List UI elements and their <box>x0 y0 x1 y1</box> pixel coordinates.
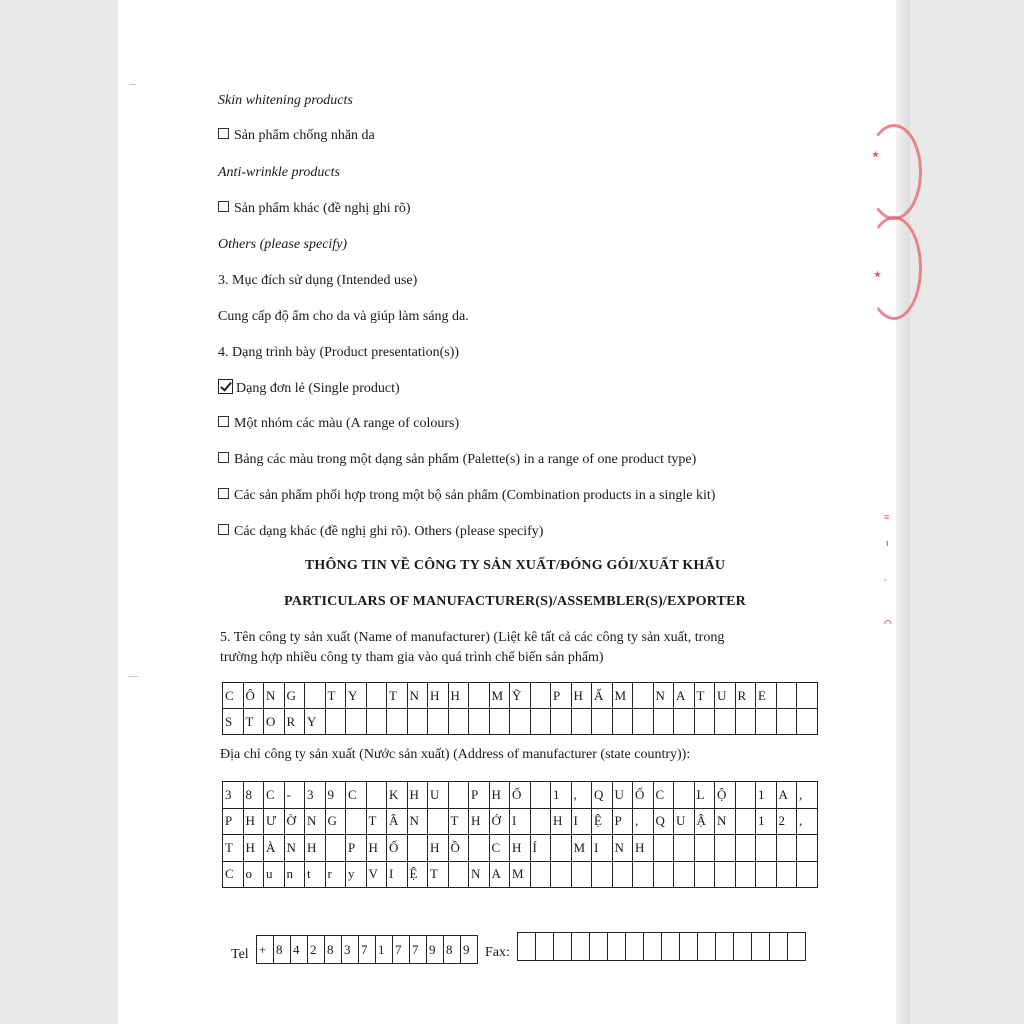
address-cell[interactable]: À <box>264 835 285 862</box>
manufacturer-label-line1: 5. Tên công ty sản xuất (Name of manufacturer) (Liệt kê tất cả các công ty sản xuất, trong <box>220 630 725 645</box>
address-cell[interactable]: A <box>777 782 798 809</box>
manufacturer-label-line2: trường hợp nhiều công ty tham gia vào quá trình chế biến sản phẩm) <box>220 650 604 665</box>
address-cell[interactable]: M <box>510 862 531 889</box>
address-cell[interactable] <box>715 835 736 862</box>
tel-label: Tel <box>231 947 249 962</box>
manufacturer-name-cell[interactable] <box>326 709 347 735</box>
address-cell[interactable]: A <box>490 862 511 889</box>
tel-digit-cell[interactable]: + <box>257 936 274 964</box>
address-cell[interactable]: 3 <box>223 782 244 809</box>
checkbox-empty-icon[interactable] <box>218 201 229 212</box>
manufacturer-name-cell[interactable] <box>633 709 654 735</box>
stamp-fragment-icon: ı <box>886 538 889 548</box>
address-cell[interactable] <box>695 862 716 889</box>
checkbox-empty-icon[interactable] <box>218 128 229 139</box>
address-cell[interactable]: H <box>510 835 531 862</box>
address-cell[interactable]: H <box>244 809 265 836</box>
tel-digit-cell[interactable]: 8 <box>325 936 342 964</box>
text-skin-whitening: Skin whitening products <box>218 93 353 108</box>
address-cell[interactable]: N <box>305 809 326 836</box>
manufacturer-name-cell[interactable]: U <box>715 683 736 709</box>
fax-digit-cell[interactable] <box>518 933 536 961</box>
address-cell[interactable]: U <box>428 782 449 809</box>
address-cell[interactable] <box>346 809 367 836</box>
manufacturer-name-cell[interactable] <box>346 709 367 735</box>
option-palette[interactable] <box>218 451 696 469</box>
address-grid[interactable] <box>222 781 818 888</box>
manufacturer-name-cell[interactable]: P <box>551 683 572 709</box>
manufacturer-name-cell[interactable] <box>469 683 490 709</box>
fax-digit-cell[interactable] <box>734 933 752 961</box>
fax-digit-cell[interactable] <box>770 933 788 961</box>
fax-digit-cell[interactable] <box>716 933 734 961</box>
manufacturer-name-cell[interactable]: O <box>264 709 285 735</box>
manufacturer-name-cell[interactable]: N <box>408 683 429 709</box>
address-cell[interactable] <box>736 835 757 862</box>
address-cell[interactable]: y <box>346 862 367 889</box>
tel-field[interactable] <box>256 935 478 964</box>
address-cell[interactable] <box>777 835 798 862</box>
address-cell[interactable] <box>449 862 470 889</box>
manufacturer-name-cell[interactable] <box>797 683 818 709</box>
fax-label: Fax: <box>485 945 510 960</box>
fax-digit-cell[interactable] <box>572 933 590 961</box>
manufacturer-name-cell[interactable] <box>305 683 326 709</box>
address-cell[interactable]: 3 <box>305 782 326 809</box>
option-range-colours[interactable] <box>218 415 459 433</box>
manufacturer-name-cell[interactable]: C <box>223 683 244 709</box>
address-cell[interactable] <box>756 835 777 862</box>
manufacturer-name-cell[interactable]: T <box>326 683 347 709</box>
address-cell[interactable]: K <box>387 782 408 809</box>
manufacturer-name-cell[interactable]: T <box>695 683 716 709</box>
address-cell[interactable] <box>777 862 798 889</box>
address-cell[interactable] <box>367 782 388 809</box>
option-others[interactable] <box>218 200 411 218</box>
manufacturer-name-cell[interactable] <box>490 709 511 735</box>
address-cell[interactable]: H <box>633 835 654 862</box>
address-cell[interactable]: Q <box>654 809 675 836</box>
text-others: Others (please specify) <box>218 237 348 252</box>
option-label: Dạng đơn lẻ (Single product) <box>236 381 400 396</box>
fax-digit-cell[interactable] <box>590 933 608 961</box>
address-cell[interactable]: V <box>367 862 388 889</box>
address-cell[interactable]: Ệ <box>408 862 429 889</box>
address-cell[interactable]: I <box>572 809 593 836</box>
address-cell[interactable] <box>654 835 675 862</box>
address-cell[interactable] <box>408 835 429 862</box>
fax-digit-cell[interactable] <box>608 933 626 961</box>
address-cell[interactable]: 1 <box>756 809 777 836</box>
manufacturer-name-cell[interactable]: M <box>613 683 634 709</box>
manufacturer-name-cell[interactable]: H <box>428 683 449 709</box>
option-label: Bảng các màu trong một dạng sản phẩm (Palette(s) in a range of one product type) <box>234 452 697 467</box>
tel-digit-cell[interactable]: 8 <box>274 936 291 964</box>
address-cell[interactable]: L <box>695 782 716 809</box>
address-cell[interactable]: , <box>797 782 818 809</box>
tel-digit-cell[interactable]: 8 <box>444 936 461 964</box>
manufacturer-name-cell[interactable] <box>633 683 654 709</box>
address-cell[interactable]: I <box>592 835 613 862</box>
checkbox-empty-icon[interactable] <box>218 452 229 463</box>
address-cell[interactable]: H <box>428 835 449 862</box>
address-cell[interactable]: P <box>469 782 490 809</box>
address-cell[interactable]: H <box>469 809 490 836</box>
manufacturer-name-cell[interactable] <box>551 709 572 735</box>
address-cell[interactable]: N <box>715 809 736 836</box>
address-cell[interactable] <box>674 782 695 809</box>
address-cell[interactable]: Ậ <box>695 809 716 836</box>
address-cell[interactable]: n <box>285 862 306 889</box>
address-cell[interactable] <box>551 862 572 889</box>
address-cell[interactable]: 9 <box>326 782 347 809</box>
address-cell[interactable] <box>469 835 490 862</box>
manufacturer-name-cell[interactable]: N <box>264 683 285 709</box>
address-cell[interactable] <box>449 782 470 809</box>
manufacturer-name-cell[interactable]: R <box>285 709 306 735</box>
address-cell[interactable]: Ố <box>633 782 654 809</box>
address-cell[interactable]: H <box>551 809 572 836</box>
address-cell[interactable] <box>551 835 572 862</box>
tel-digit-cell[interactable]: 3 <box>342 936 359 964</box>
checkbox-checked-icon[interactable] <box>218 379 233 394</box>
tel-digit-cell[interactable]: 7 <box>410 936 427 964</box>
fax-digit-cell[interactable] <box>644 933 662 961</box>
address-cell[interactable]: N <box>285 835 306 862</box>
address-cell[interactable]: U <box>674 809 695 836</box>
address-cell[interactable] <box>674 835 695 862</box>
scan-speck <box>130 84 136 85</box>
address-cell[interactable] <box>797 835 818 862</box>
manufacturer-name-cell[interactable]: Y <box>305 709 326 735</box>
manufacturer-name-cell[interactable] <box>572 709 593 735</box>
address-cell[interactable]: T <box>367 809 388 836</box>
manufacturer-name-cell[interactable] <box>715 709 736 735</box>
address-cell[interactable]: P <box>613 809 634 836</box>
intended-use-value: Cung cấp độ ẩm cho da và giúp làm sáng da. <box>218 309 469 324</box>
address-cell[interactable]: , <box>633 809 654 836</box>
stamp-fragment-icon: ★ <box>874 270 882 279</box>
manufacturer-name-cell[interactable] <box>510 709 531 735</box>
address-cell[interactable]: C <box>223 862 244 889</box>
option-label: Các dạng khác (đề nghị ghi rõ). Others (please specify) <box>234 524 544 539</box>
fax-digit-cell[interactable] <box>752 933 770 961</box>
address-cell[interactable]: 8 <box>244 782 265 809</box>
stamp-fragment-icon: ≡ <box>884 512 890 522</box>
address-cell[interactable]: H <box>305 835 326 862</box>
manufacturer-name-cell[interactable]: H <box>572 683 593 709</box>
manufacturer-name-cell[interactable] <box>408 709 429 735</box>
address-cell[interactable]: Ồ <box>449 835 470 862</box>
address-cell[interactable]: H <box>490 782 511 809</box>
manufacturer-name-cell[interactable] <box>777 683 798 709</box>
manufacturer-name-cell[interactable]: G <box>285 683 306 709</box>
address-cell[interactable]: H <box>244 835 265 862</box>
manufacturer-name-cell[interactable]: N <box>654 683 675 709</box>
address-cell[interactable]: , <box>797 809 818 836</box>
fax-digit-cell[interactable] <box>536 933 554 961</box>
fax-field[interactable] <box>517 932 806 961</box>
address-cell[interactable] <box>715 862 736 889</box>
address-cell[interactable] <box>756 862 777 889</box>
address-cell[interactable]: N <box>408 809 429 836</box>
address-cell[interactable]: Ớ <box>490 809 511 836</box>
address-cell[interactable] <box>592 862 613 889</box>
manufacturer-name-cell[interactable]: A <box>674 683 695 709</box>
manufacturer-name-cell[interactable]: Ô <box>244 683 265 709</box>
address-cell[interactable]: C <box>490 835 511 862</box>
manufacturer-name-grid[interactable] <box>222 682 818 735</box>
heading-manufacturer-vi: THÔNG TIN VỀ CÔNG TY SẢN XUẤT/ĐÓNG GÓI/XUẤT KHẨU <box>304 558 726 573</box>
address-cell[interactable]: H <box>367 835 388 862</box>
address-cell[interactable] <box>797 862 818 889</box>
checkbox-empty-icon[interactable] <box>218 416 229 427</box>
address-cell[interactable]: r <box>326 862 347 889</box>
address-cell[interactable] <box>326 835 347 862</box>
manufacturer-name-cell[interactable]: Ỹ <box>510 683 531 709</box>
manufacturer-name-cell[interactable] <box>531 683 552 709</box>
address-cell[interactable] <box>674 862 695 889</box>
tel-digit-cell[interactable]: 7 <box>393 936 410 964</box>
address-cell[interactable]: C <box>654 782 675 809</box>
address-cell[interactable]: N <box>613 835 634 862</box>
manufacturer-name-cell[interactable] <box>695 709 716 735</box>
manufacturer-name-cell[interactable]: S <box>223 709 244 735</box>
tel-digit-cell[interactable]: 7 <box>359 936 376 964</box>
manufacturer-name-cell[interactable] <box>428 709 449 735</box>
heading-manufacturer-en: PARTICULARS OF MANUFACTURER(S)/ASSEMBLER(S)/EXPORTER <box>284 594 746 609</box>
address-cell[interactable] <box>736 809 757 836</box>
address-cell[interactable]: U <box>613 782 634 809</box>
address-cell[interactable] <box>531 862 552 889</box>
address-cell[interactable]: Ệ <box>592 809 613 836</box>
option-label: Một nhóm các màu (A range of colours) <box>234 416 460 431</box>
address-cell[interactable]: 1 <box>756 782 777 809</box>
address-cell[interactable]: Ố <box>387 835 408 862</box>
stamp-fragment-icon: · <box>884 575 887 585</box>
address-cell[interactable]: I <box>387 862 408 889</box>
address-cell[interactable]: Ộ <box>715 782 736 809</box>
section-presentation: 4. Dạng trình bày (Product presentation(s)) <box>218 345 460 360</box>
address-cell[interactable] <box>736 782 757 809</box>
tel-digit-cell[interactable]: 1 <box>376 936 393 964</box>
manufacturer-name-cell[interactable] <box>469 709 490 735</box>
address-cell[interactable] <box>695 835 716 862</box>
checkbox-empty-icon[interactable] <box>218 488 229 499</box>
address-cell[interactable]: P <box>346 835 367 862</box>
red-seal-stamp-icon <box>866 124 922 220</box>
stamp-fragment-icon: ◠ <box>884 618 892 628</box>
manufacturer-name-cell[interactable]: T <box>387 683 408 709</box>
address-cell[interactable]: 1 <box>551 782 572 809</box>
manufacturer-name-cell[interactable] <box>613 709 634 735</box>
fax-digit-cell[interactable] <box>680 933 698 961</box>
address-cell[interactable]: 2 <box>777 809 798 836</box>
address-cell[interactable]: H <box>408 782 429 809</box>
address-cell[interactable]: C <box>346 782 367 809</box>
manufacturer-name-cell[interactable]: M <box>490 683 511 709</box>
manufacturer-name-cell[interactable] <box>592 709 613 735</box>
address-cell[interactable]: Í <box>531 835 552 862</box>
address-label: Địa chỉ công ty sản xuất (Nước sản xuất) (Address of manufacturer (state country)): <box>220 747 691 762</box>
manufacturer-name-cell[interactable] <box>736 709 757 735</box>
text-anti-wrinkle: Anti-wrinkle products <box>218 165 340 180</box>
stamp-fragment-icon: ★ <box>872 150 880 159</box>
address-cell[interactable]: G <box>326 809 347 836</box>
address-cell[interactable]: Ư <box>264 809 285 836</box>
option-other-forms[interactable] <box>218 523 543 541</box>
address-cell[interactable]: C <box>264 782 285 809</box>
manufacturer-name-cell[interactable]: E <box>756 683 777 709</box>
address-cell[interactable] <box>633 862 654 889</box>
address-cell[interactable] <box>572 862 593 889</box>
manufacturer-name-cell[interactable]: Ẩ <box>592 683 613 709</box>
option-combination[interactable] <box>218 487 715 505</box>
manufacturer-name-cell[interactable] <box>449 709 470 735</box>
address-cell[interactable]: - <box>285 782 306 809</box>
address-cell[interactable]: Ờ <box>285 809 306 836</box>
manufacturer-name-cell[interactable] <box>756 709 777 735</box>
address-cell[interactable]: , <box>572 782 593 809</box>
address-cell[interactable]: I <box>510 809 531 836</box>
address-cell[interactable] <box>654 862 675 889</box>
fax-digit-cell[interactable] <box>662 933 680 961</box>
option-anti-wrinkle[interactable] <box>218 127 375 145</box>
manufacturer-name-cell[interactable]: T <box>244 709 265 735</box>
address-cell[interactable]: Ố <box>510 782 531 809</box>
manufacturer-name-cell[interactable] <box>777 709 798 735</box>
address-cell[interactable]: T <box>223 835 244 862</box>
address-cell[interactable]: u <box>264 862 285 889</box>
scan-speck <box>128 676 138 677</box>
manufacturer-name-cell[interactable] <box>797 709 818 735</box>
manufacturer-name-cell[interactable]: Y <box>346 683 367 709</box>
option-single-product[interactable] <box>218 379 400 398</box>
address-cell[interactable] <box>613 862 634 889</box>
address-cell[interactable] <box>736 862 757 889</box>
manufacturer-name-cell[interactable] <box>367 683 388 709</box>
address-cell[interactable]: M <box>572 835 593 862</box>
address-cell[interactable] <box>531 782 552 809</box>
tel-digit-cell[interactable]: 9 <box>461 936 478 964</box>
address-cell[interactable]: N <box>469 862 490 889</box>
red-seal-stamp-icon <box>866 216 922 320</box>
fax-digit-cell[interactable] <box>698 933 716 961</box>
address-cell[interactable]: P <box>223 809 244 836</box>
tel-digit-cell[interactable]: 9 <box>427 936 444 964</box>
address-cell[interactable]: T <box>428 862 449 889</box>
manufacturer-name-cell[interactable]: H <box>449 683 470 709</box>
option-label: Sản phẩm chống nhăn da <box>234 128 375 143</box>
fax-digit-cell[interactable] <box>626 933 644 961</box>
address-cell[interactable]: t <box>305 862 326 889</box>
manufacturer-name-cell[interactable] <box>674 709 695 735</box>
address-cell[interactable] <box>531 809 552 836</box>
fax-digit-cell[interactable] <box>788 933 806 961</box>
address-cell[interactable] <box>428 809 449 836</box>
address-cell[interactable]: o <box>244 862 265 889</box>
fax-digit-cell[interactable] <box>554 933 572 961</box>
tel-digit-cell[interactable]: 2 <box>308 936 325 964</box>
address-cell[interactable]: Â <box>387 809 408 836</box>
option-label: Sản phẩm khác (đề nghị ghi rõ) <box>234 201 411 216</box>
section-intended-use: 3. Mục đích sử dụng (Intended use) <box>218 273 418 288</box>
option-label: Các sản phẩm phối hợp trong một bộ sản phẩm (Combination products in a single kit) <box>234 488 716 503</box>
manufacturer-name-cell[interactable]: R <box>736 683 757 709</box>
manufacturer-name-cell[interactable] <box>531 709 552 735</box>
address-cell[interactable]: T <box>449 809 470 836</box>
tel-digit-cell[interactable]: 4 <box>291 936 308 964</box>
checkbox-empty-icon[interactable] <box>218 524 229 535</box>
manufacturer-name-cell[interactable] <box>654 709 675 735</box>
manufacturer-name-cell[interactable] <box>367 709 388 735</box>
address-cell[interactable]: Q <box>592 782 613 809</box>
manufacturer-name-cell[interactable] <box>387 709 408 735</box>
